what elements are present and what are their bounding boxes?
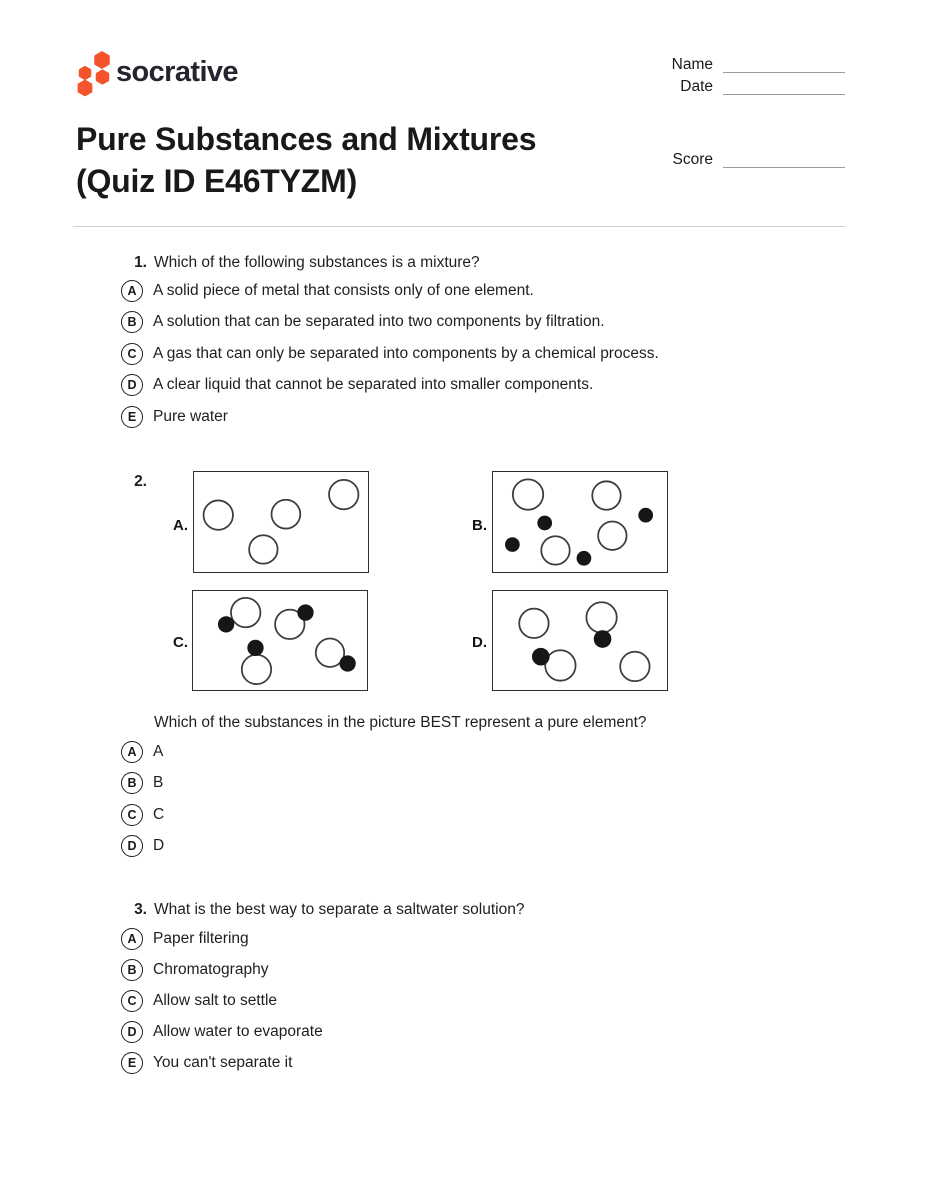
option-text: Chromatography — [153, 961, 269, 978]
option-text: A solid piece of metal that consists only of one element. — [153, 282, 534, 299]
name-label: Name — [671, 56, 713, 73]
quiz-title-line2: (Quiz ID E46TYZM) — [76, 163, 358, 199]
option-text: Paper filtering — [153, 930, 249, 947]
q1-option-c — [121, 343, 659, 365]
diagram-c-label: C. — [173, 634, 188, 651]
option-text: Allow water to evaporate — [153, 1023, 323, 1040]
quiz-title — [76, 118, 536, 202]
question-1-text: Which of the following substances is a mixture? — [154, 254, 480, 271]
option-letter-badge: A — [121, 928, 143, 950]
q1-option-b — [121, 311, 605, 333]
particle-diagram-b — [492, 471, 668, 573]
question-2 — [121, 472, 154, 492]
score-blank-line — [723, 152, 845, 168]
diagram-d-label: D. — [472, 634, 487, 651]
q3-option-b — [121, 959, 268, 981]
particle-diagram-d — [492, 590, 668, 691]
question-3 — [121, 900, 524, 920]
option-text: A gas that can only be separated into components by a chemical process. — [153, 345, 659, 362]
option-text: C — [153, 806, 165, 823]
particle-diagram-a — [193, 471, 369, 573]
q1-option-a — [121, 280, 534, 302]
q1-option-e — [121, 406, 228, 428]
question-3-number: 3. — [134, 901, 147, 918]
option-text: A clear liquid that cannot be separated into smaller components. — [153, 376, 594, 393]
option-text: Pure water — [153, 408, 228, 425]
date-field — [653, 79, 845, 95]
option-text: Allow salt to settle — [153, 992, 278, 1009]
option-letter-badge: B — [121, 959, 143, 981]
question-2-text: Which of the substances in the picture BEST represent a pure element? — [154, 714, 647, 731]
option-letter-badge: D — [121, 374, 143, 396]
q1-option-d — [121, 374, 593, 396]
particle-diagram-c — [192, 590, 368, 691]
option-letter-badge: C — [121, 804, 143, 826]
q3-option-e — [121, 1052, 292, 1074]
question-3-text: What is the best way to separate a saltwater solution? — [154, 901, 525, 918]
q2-option-d — [121, 835, 164, 857]
quiz-title-line1: Pure Substances and Mixtures — [76, 121, 537, 157]
diagram-b-label: B. — [472, 517, 487, 534]
q3-option-c — [121, 990, 277, 1012]
option-text: A — [153, 743, 164, 760]
option-letter-badge: E — [121, 1052, 143, 1074]
q3-option-d — [121, 1021, 323, 1043]
question-1-number: 1. — [134, 254, 147, 271]
score-field — [653, 152, 845, 168]
q2-option-a — [121, 741, 163, 763]
question-1 — [121, 253, 480, 273]
question-2-number: 2. — [134, 473, 147, 490]
name-field — [653, 57, 845, 73]
option-letter-badge: E — [121, 406, 143, 428]
date-label: Date — [680, 78, 713, 95]
option-letter-badge: C — [121, 990, 143, 1012]
option-letter-badge: A — [121, 280, 143, 302]
q2-option-b — [121, 772, 163, 794]
option-letter-badge: D — [121, 835, 143, 857]
option-text: A solution that can be separated into two components by filtration. — [153, 313, 605, 330]
diagram-a-label: A. — [173, 517, 188, 534]
header-separator — [73, 226, 845, 227]
option-letter-badge: D — [121, 1021, 143, 1043]
socrative-logo — [77, 50, 238, 97]
option-letter-badge: A — [121, 741, 143, 763]
option-text: You can't separate it — [153, 1054, 293, 1071]
q3-option-a — [121, 928, 249, 950]
socrative-hexagons-icon — [77, 50, 111, 97]
option-letter-badge: B — [121, 772, 143, 794]
option-letter-badge: C — [121, 343, 143, 365]
socrative-logo-text: socrative — [116, 56, 238, 88]
option-text: D — [153, 837, 165, 854]
option-text: B — [153, 774, 164, 791]
q2-option-c — [121, 804, 164, 826]
date-blank-line — [723, 79, 845, 95]
score-label: Score — [672, 151, 713, 168]
name-blank-line — [723, 57, 845, 73]
option-letter-badge: B — [121, 311, 143, 333]
